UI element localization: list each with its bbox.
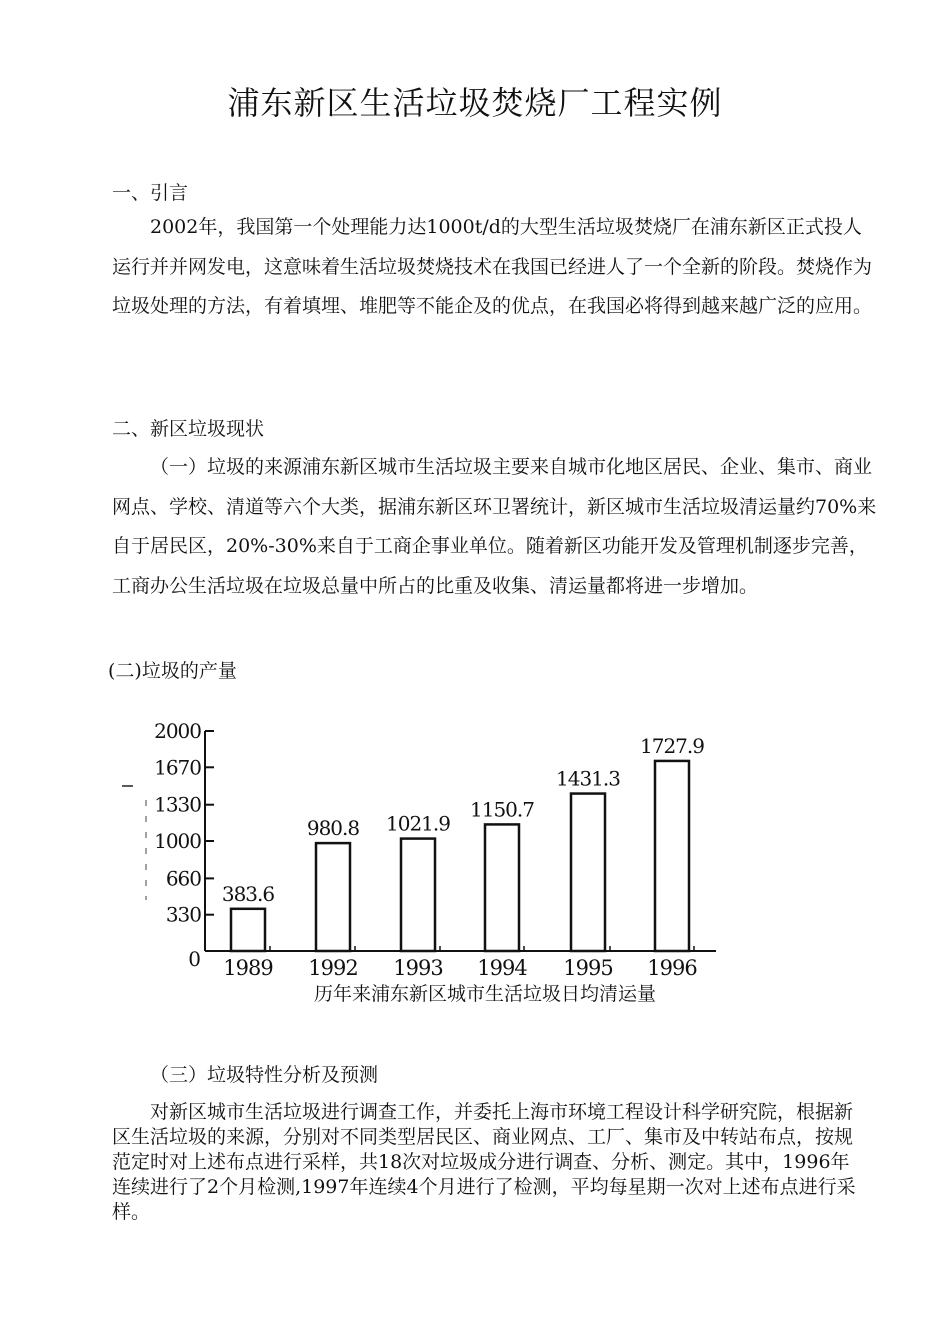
x-category-label: 1993 xyxy=(393,956,443,980)
bar-value-label: 1150.7 xyxy=(470,797,534,822)
section-heading-introduction: 一、引言 xyxy=(112,182,189,204)
paragraph-garbage-analysis xyxy=(112,1100,864,1225)
paragraph-introduction-text: 2002年，我国第一个处理能力达1000t/d的大型生活垃圾焚烧厂在浦东新区正式投人运行并并网发电，这意味着生活垃圾焚烧技术在我国已经进人了一个全新的阶段。焚烧作为垃圾处理的方法，有着填埋、堆肥等不能企及的优点，在我国必将得到越来越广泛的应用。 xyxy=(112,216,873,317)
x-category-label: 1989 xyxy=(223,956,273,980)
y-tick-label: 2000 xyxy=(154,719,201,743)
y-tick-label: 1330 xyxy=(154,792,201,817)
bar-1995 xyxy=(571,794,605,951)
bar-value-label: 1021.9 xyxy=(386,811,450,836)
bar-1994 xyxy=(485,824,519,951)
paragraph-garbage-sources-text: （一）垃圾的来源浦东新区城市生活垃圾主要来自城市化地区居民、企业、集市、商业网点、学校、清道等六个大类，据浦东新区环卫署统计，新区城市生活垃圾清运量约70%来自于居民区，20%-30%来自于工商企事业单位。随着新区功能开发及管理机制逐步完善，工商办公生活垃圾在垃圾总量中所占的比重及收集、清运量都将进一步增加。 xyxy=(112,456,877,597)
y-tick-label: 1670 xyxy=(154,755,201,780)
bar-1992 xyxy=(316,843,350,951)
bar-1989 xyxy=(231,909,265,951)
bar-1996 xyxy=(655,761,689,951)
bar-1993 xyxy=(401,839,435,951)
y-tick-label: 1000 xyxy=(154,829,201,853)
chart-caption: 历年来浦东新区城市生活垃圾日均清运量 xyxy=(313,983,656,1005)
bar-value-label: 383.6 xyxy=(221,881,275,906)
bar-value-label: 1727.9 xyxy=(640,733,704,758)
document-title: 浦东新区生活垃圾焚烧厂工程实例 xyxy=(227,84,723,122)
x-category-label: 1996 xyxy=(647,956,697,980)
chart-plot-area xyxy=(122,719,716,980)
x-category-label: 1995 xyxy=(563,956,613,980)
section-heading-current-status: 二、新区垃圾现状 xyxy=(112,418,265,440)
paragraph-garbage-analysis-text: 对新区城市生活垃圾进行调查工作，并委托上海市环境工程设计科学研究院，根据新区生活垃圾的来源，分别对不同类型居民区、商业网点、工厂、集市及中转站布点，按规范定时对上述布点进行采样，共18次对垃圾成分进行调查、分析、测定。其中，1996年连续进行了2个月检测,1997年连续4个月进行了检测，平均每星期一次对上述布点进行采样。 xyxy=(112,1101,856,1223)
subheading-garbage-analysis: （三）垃圾特性分析及预测 xyxy=(150,1064,379,1086)
subheading-garbage-output: (二)垃圾的产量 xyxy=(108,660,237,682)
y-tick-label: 660 xyxy=(165,866,201,891)
y-tick-label: 330 xyxy=(165,902,201,927)
bar-value-label: 980.8 xyxy=(306,816,360,841)
x-category-label: 1992 xyxy=(308,956,358,980)
y-tick-label: 0 xyxy=(188,947,200,971)
x-category-label: 1994 xyxy=(477,956,527,980)
bar-value-label: 1431.3 xyxy=(556,766,620,791)
